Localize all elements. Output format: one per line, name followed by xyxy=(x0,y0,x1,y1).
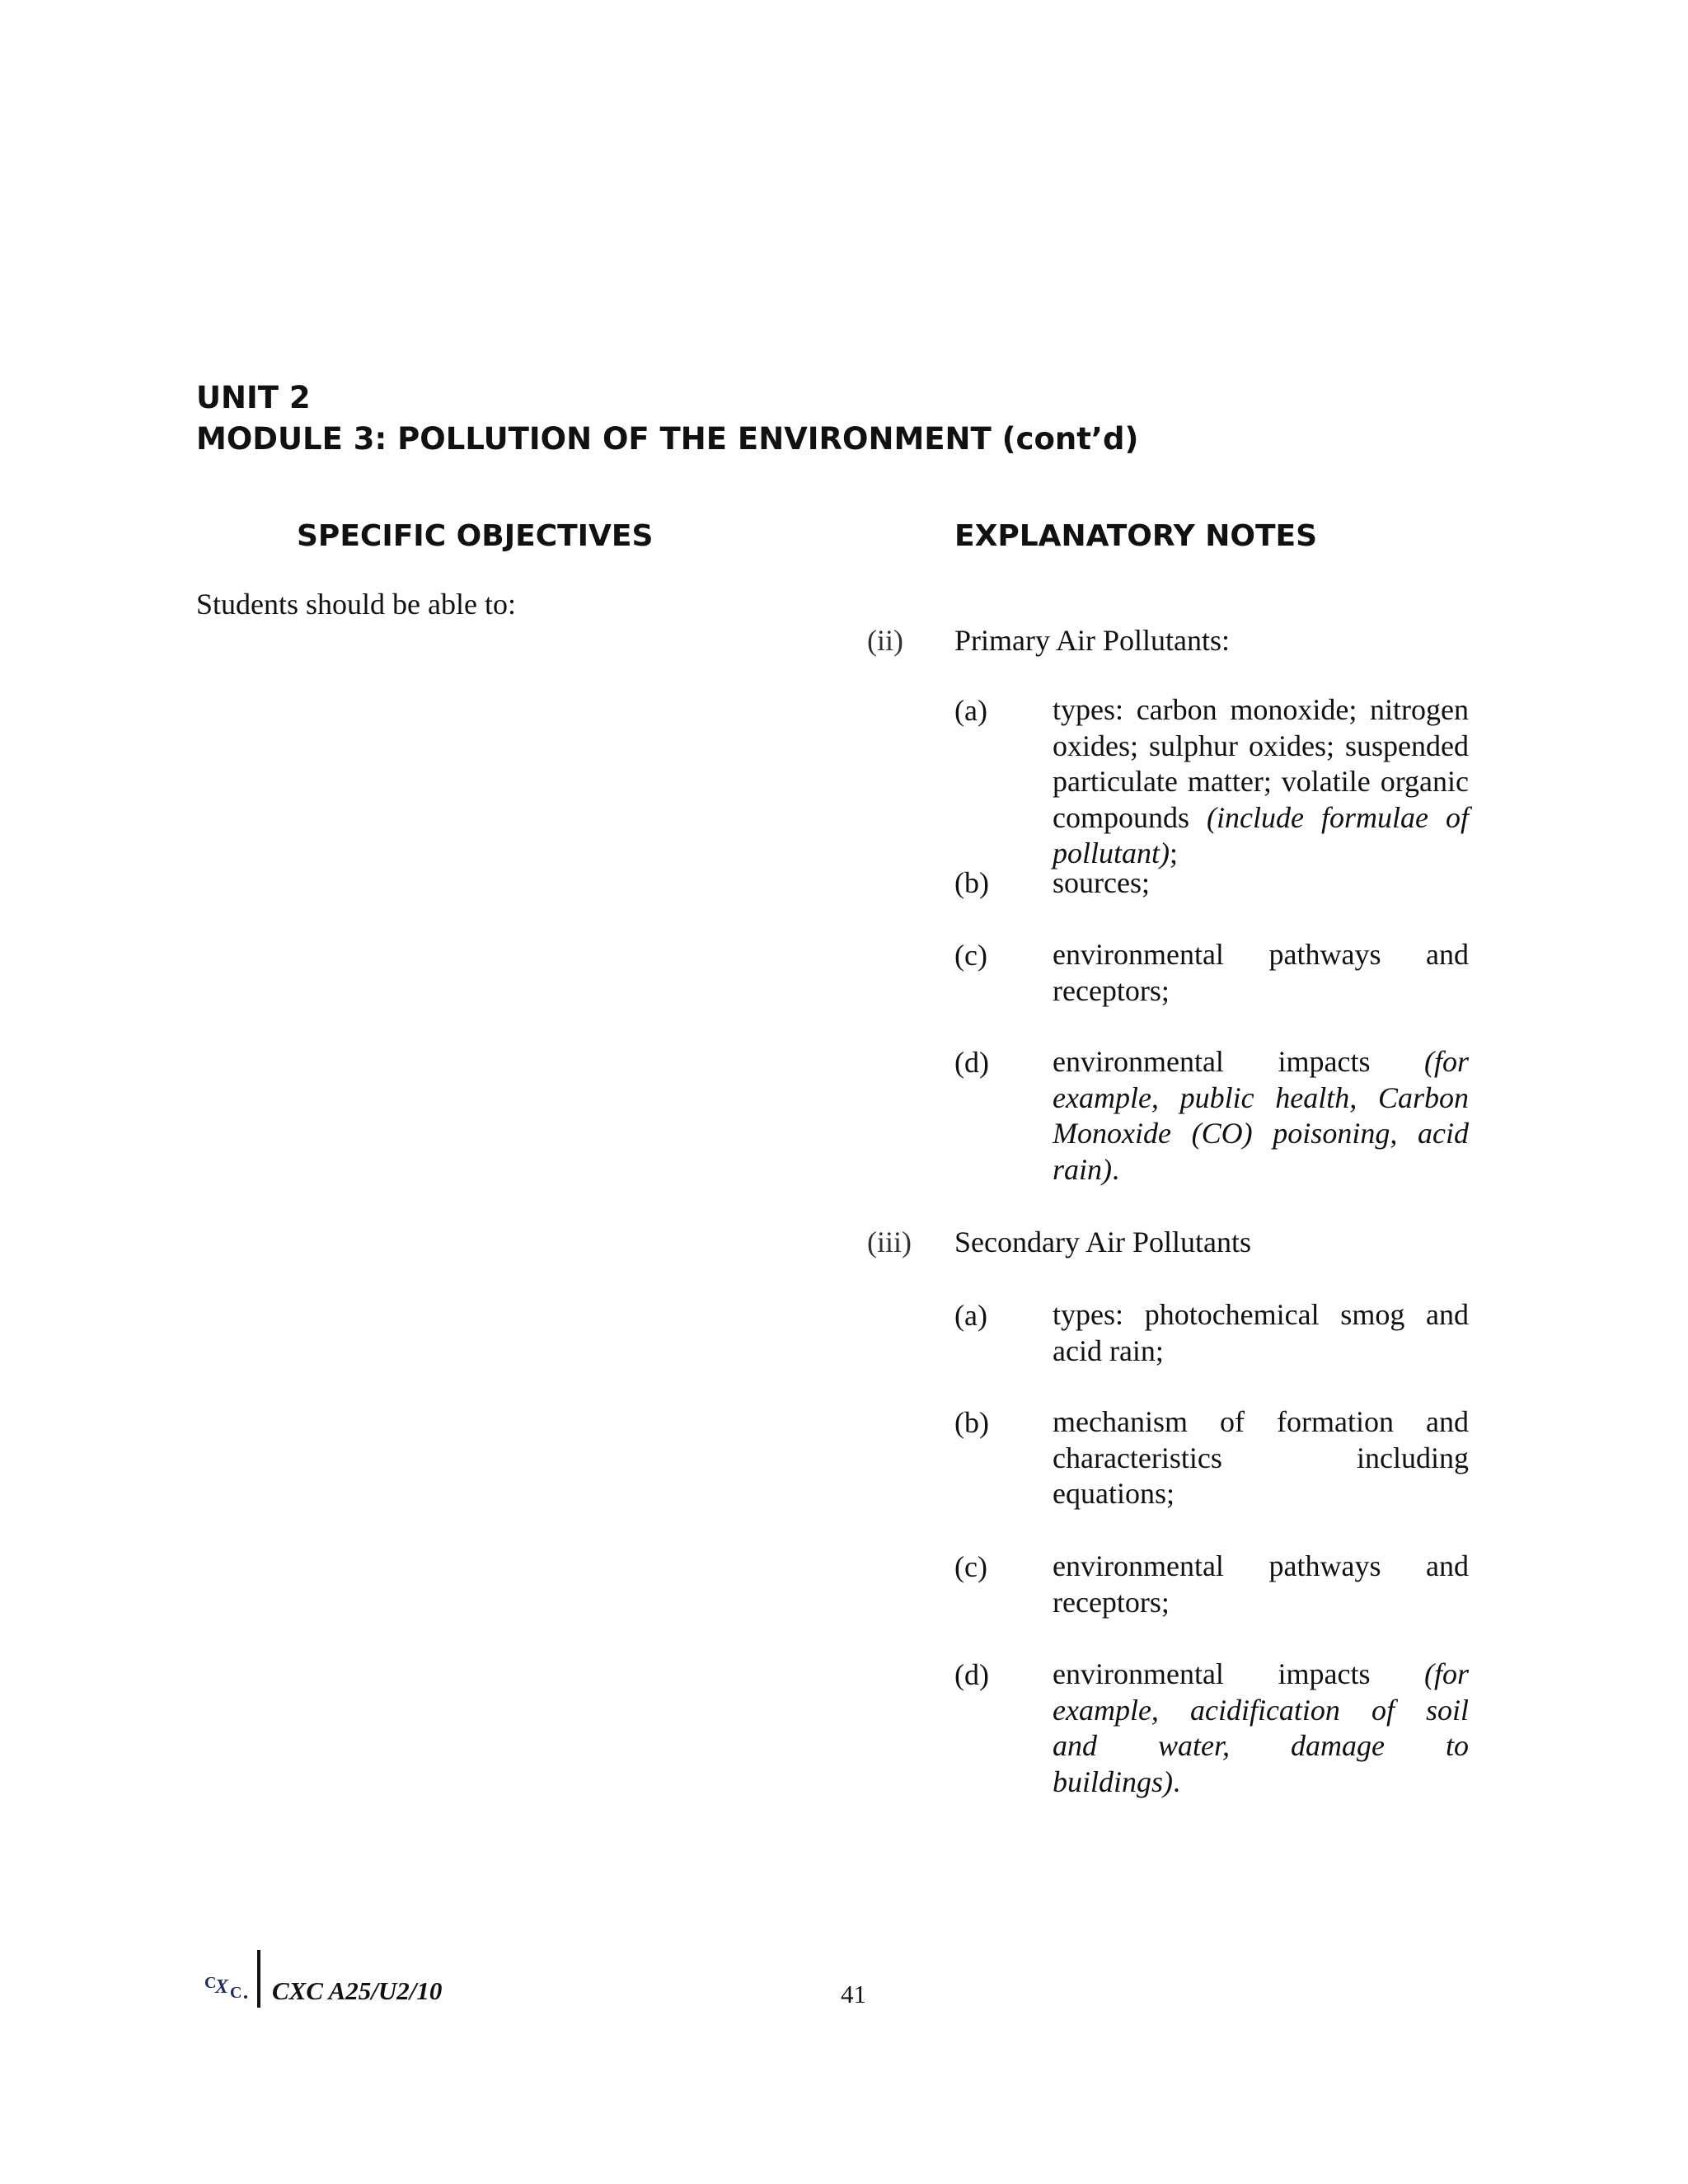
document-code: CXC A25/U2/10 xyxy=(272,1976,443,2005)
intro-text: Students should be able to: xyxy=(196,588,516,621)
item-text: types: photochemical smog and acid rain; xyxy=(1053,1298,1469,1367)
footer-divider xyxy=(257,1950,260,2008)
item-label: (c) xyxy=(954,939,987,972)
item-text: environmental pathways and receptors; xyxy=(1053,1549,1469,1619)
explanatory-notes-heading: EXPLANATORY NOTES xyxy=(954,519,1318,553)
section-title: Primary Air Pollutants: xyxy=(954,624,1231,657)
section-numeral: (ii) xyxy=(867,624,903,657)
module-title: MODULE 3: POLLUTION OF THE ENVIRONMENT (cont’d) xyxy=(196,421,1139,457)
svg-text:X: X xyxy=(215,1976,229,1998)
item-label: (d) xyxy=(954,1658,989,1691)
item-text: environmental pathways and receptors; xyxy=(1053,938,1469,1007)
page-number: 41 xyxy=(841,1980,866,2008)
item-text: mechanism of formation and characteristics including equations; xyxy=(1053,1405,1469,1510)
item-text: types: carbon monoxide; nitrogen oxides; sulphur oxides; suspended particulate matter; volatile organic compounds (include formulae of pollutant); xyxy=(1053,693,1469,869)
specific-objectives-heading: SPECIFIC OBJECTIVES xyxy=(297,519,654,553)
item-label: (b) xyxy=(954,866,989,899)
item-label: (a) xyxy=(954,694,987,727)
item-text: environmental impacts (for example, public health, Carbon Monoxide (CO) poisoning, acid rain). xyxy=(1053,1045,1469,1186)
section-title: Secondary Air Pollutants xyxy=(954,1226,1251,1258)
item-text: environmental impacts (for example, acidification of soil and water, damage to buildings). xyxy=(1053,1657,1469,1798)
item-label: (c) xyxy=(954,1550,987,1583)
item-text: sources; xyxy=(1053,866,1150,899)
section-numeral: (iii) xyxy=(867,1226,912,1258)
svg-text:C: C xyxy=(230,1984,242,2001)
item-label: (a) xyxy=(954,1299,987,1332)
cxc-logo xyxy=(203,1966,252,2001)
unit-title: UNIT 2 xyxy=(196,380,311,415)
item-label: (b) xyxy=(954,1406,989,1439)
svg-text:C: C xyxy=(204,1974,217,1992)
cxc-logo-icon xyxy=(203,1966,252,2001)
item-label: (d) xyxy=(954,1046,989,1079)
